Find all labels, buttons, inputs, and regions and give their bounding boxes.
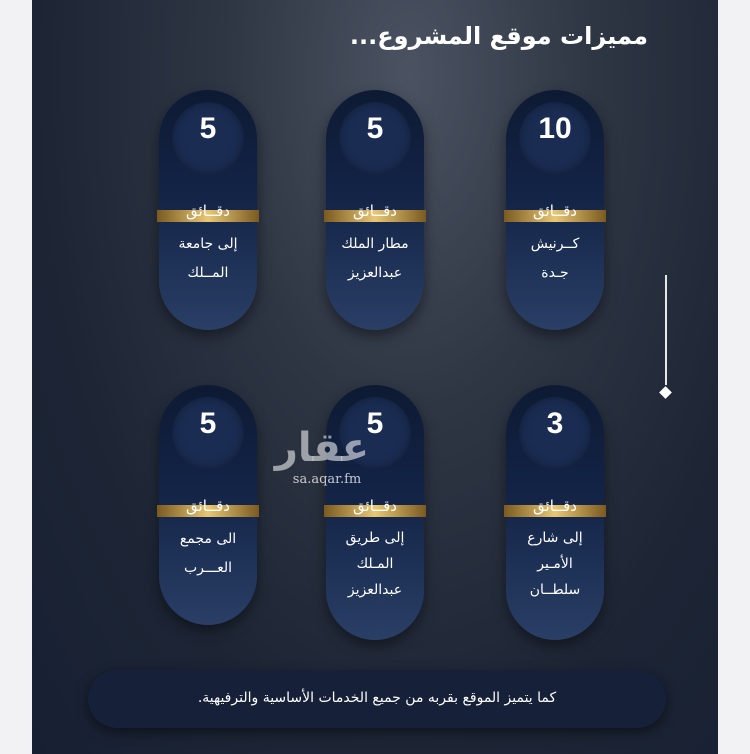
destination-line: الى مجمع xyxy=(179,531,237,547)
minutes-value: 10 xyxy=(538,112,572,145)
destination xyxy=(159,230,257,288)
minutes-unit: دقــائق xyxy=(186,202,230,220)
card-arab-mall xyxy=(159,385,257,625)
destination-line: مطار الملك xyxy=(341,236,409,252)
footer-banner xyxy=(88,670,666,728)
poster xyxy=(32,0,718,754)
minutes-unit: دقــائق xyxy=(533,497,577,515)
minutes-value: 5 xyxy=(199,112,217,145)
destination xyxy=(506,230,604,288)
minutes-unit: دقــائق xyxy=(533,202,577,220)
minutes-unit: دقــائق xyxy=(353,202,397,220)
watermark-url: sa.aqar.fm xyxy=(292,472,362,487)
destination-line: إلى شارع xyxy=(527,530,583,546)
destination-line: الأمـير xyxy=(537,556,573,572)
destination xyxy=(506,525,604,603)
destination-line: جـدة xyxy=(541,265,569,281)
destination-line: عبدالعزيز xyxy=(347,265,403,281)
card-prince-sultan-street xyxy=(506,385,604,640)
watermark-logo: عقار xyxy=(274,425,370,471)
destination-line: المـلك xyxy=(356,556,394,572)
minutes-value: 5 xyxy=(199,407,217,440)
destination xyxy=(159,525,257,583)
destination xyxy=(326,525,424,603)
destination-line: إلى طريق xyxy=(345,530,405,546)
destination-line: عبدالعزيز xyxy=(347,582,403,598)
destination xyxy=(326,230,424,288)
destination-line: العـــرب xyxy=(183,560,233,576)
card-university xyxy=(159,90,257,330)
vertical-divider xyxy=(665,275,667,385)
minutes-value: 5 xyxy=(366,112,384,145)
destination-line: المــلك xyxy=(187,265,229,281)
minutes-unit: دقــائق xyxy=(186,497,230,515)
diamond-icon xyxy=(659,386,672,399)
minutes-value: 3 xyxy=(546,407,564,440)
destination-line: سلطــان xyxy=(529,582,581,598)
card-king-abdulaziz-road xyxy=(326,385,424,640)
minutes-value: 5 xyxy=(366,407,384,440)
destination-line: كــرنيش xyxy=(530,236,580,252)
destination-line: إلى جامعة xyxy=(178,236,238,252)
card-corniche xyxy=(506,90,604,330)
minutes-unit: دقــائق xyxy=(353,497,397,515)
page-title: مميزات موقع المشروع... xyxy=(349,22,648,50)
footer-text: كما يتميز الموقع بقربه من جميع الخدمات الأساسية والترفيهية. xyxy=(197,690,557,706)
card-airport xyxy=(326,90,424,330)
